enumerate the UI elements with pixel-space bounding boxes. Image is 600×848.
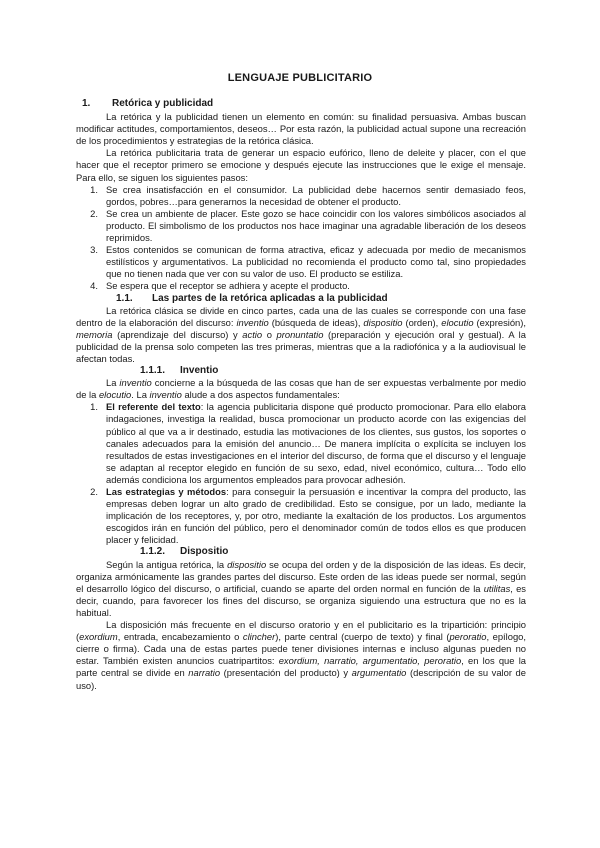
list-item [76,184,526,208]
paragraph: La inventio concierne a la búsqueda de las cosas que han de ser expuestas verbalmente por medio de la elocutio. La inventio alude a dos aspectos fundamentales: [76,377,526,401]
list-number: 2. [90,207,98,219]
document-body [76,98,526,692]
paragraph: Según la antigua retórica, la dispositio se ocupa del orden y de la disposición de las ideas. Es decir, organiza armónicamente las grandes partes del discurso. Este orden de las ideas puede ser normal, según el desarrollo lógico del discurso, o artificial, cuando se aparte del orden normal en función de la utilitas, es decir, cuando, para favorecer los fines del discurso, se organiza siguiendo una estructura que no es la habitual. [76,558,526,618]
list-text: Se espera que el receptor se adhiera y acepte el producto. [106,280,350,292]
section-title: Retórica y publicidad [112,98,214,109]
list-text: Estos contenidos se comunican de forma atractiva, eficaz y adecuada por medio de mecanismos estilísticos y argumentativos. La publicidad no recomienda el producto como tal, sino propiedades que no tienen nada que ver con su valor de uso. El producto se estiliza. [106,244,526,280]
paragraph: La retórica publicitaria trata de generar un espacio eufórico, lleno de deleite y placer, con el que hacer que el receptor primero se emocione y después ejecute las instrucciones que le exige el mensaje. Para ello, se siguen los siguientes pasos: [76,147,526,183]
aspects-list [76,401,526,546]
section-number: 1.1.1. [140,365,166,377]
list-item [76,208,526,244]
list-number: 2. [90,486,98,497]
paragraph: La disposición más frecuente en el discurso oratorio y en el publicitario es la tripartición: principio (exordium, entrada, encabezamiento o clincher), parte central (cuerpo de texto) y final (peroratio, epílogo, cierre o firma). Cada una de estas partes puede tener divisiones internas e incluso algunas pueden no estar. También existen anuncios cuatripartitos: exordium, narratio, argumentatio, peroratio, en los que la parte central se divide en narratio (presentación del producto) y argumentatio (descripción de su valor de uso). [76,619,526,691]
paragraph: La retórica clásica se divide en cinco partes, cada una de las cuales se corresponde con una fase dentro de la elaboración del discurso: inventio (búsqueda de ideas), dispositio (orden), elocutio (expresión), memoria (aprendizaje del discurso) y actio o pronuntatio (preparación y ejecución oral y gestual). A la publicidad de la prensa solo competen las tres primeras, mientras que a la radiofónica y a la audiovisual le afectan todas. [76,304,527,364]
section-number: 1.1.2. [140,546,166,558]
list-number: 3. [90,244,98,256]
list-item [76,280,526,292]
list-text: Se crea insatisfacción en el consumidor. La publicidad debe hacernos sentir demasiado feos, gordos, pobres…para generarnos la necesidad de obtener el producto. [106,183,526,207]
list-text: El referente del texto: la agencia publicitaria dispone qué producto promocionar. Para ello elabora indagaciones, investiga la realidad, busca promocionar un producto acorde con las exigencias del público al que va a ir destinado, estudia las motivaciones de los clientes, sus gustos, los soportes o canales adecuados para la emisión del anuncio… De manera implícita o explícita se incluyen los resultados de estas investigaciones en el interior del discurso, de forma que el discurso y el lenguaje se adaptan al receptor elegido en función de su sexo, edad, nivel económico, cultura… Todo ello además condiciona los argumentos empleados para provocar adhesión. [106,401,526,485]
section-number: 1. [82,98,91,109]
section-title: Las partes de la retórica aplicadas a la publicidad [152,292,388,304]
list-number: 1. [90,183,98,195]
list-number: 4. [90,280,98,292]
section-title: Dispositio [180,546,229,558]
section-number: 1.1. [116,292,133,304]
section-title: Inventio [180,365,219,377]
paragraph: La retórica y la publicidad tienen un elemento en común: su finalidad persuasiva. Ambas buscan modificar actitudes, comportamientos, deseos… Por esta razón, la publicidad actual supone una recreación de los procedimientos y estrategias de la retórica clásica. [76,111,526,147]
steps-list [76,184,526,293]
section-heading-1-1-2 [76,546,526,558]
section-heading-1 [76,98,526,110]
list-item [76,486,526,546]
list-item [76,401,526,486]
list-text: Se crea un ambiente de placer. Este gozo se hace coincidir con los valores simbólicos asociados al producto. El simbolismo de los productos nos hace imaginar una agradable liberación de los deseos reprimidos. [106,207,526,244]
list-item [76,244,526,280]
list-text: Las estrategias y métodos: para conseguir la persuasión e incentivar la compra del producto, las empresas deben lograr un alto grado de credibilidad. Esto se consigue, por un lado, mediante la implicación de los receptores, y, por otro, mediante la exaltación de los productos. Los argumentos escogidos irán en función del público, pero el denominador común de todos ellos es que producen placer y felicidad. [106,486,526,546]
section-heading-1-1 [76,293,526,305]
document-title: LENGUAJE PUBLICITARIO [227,72,373,84]
section-heading-1-1-1 [76,365,526,377]
list-number: 1. [90,401,98,413]
